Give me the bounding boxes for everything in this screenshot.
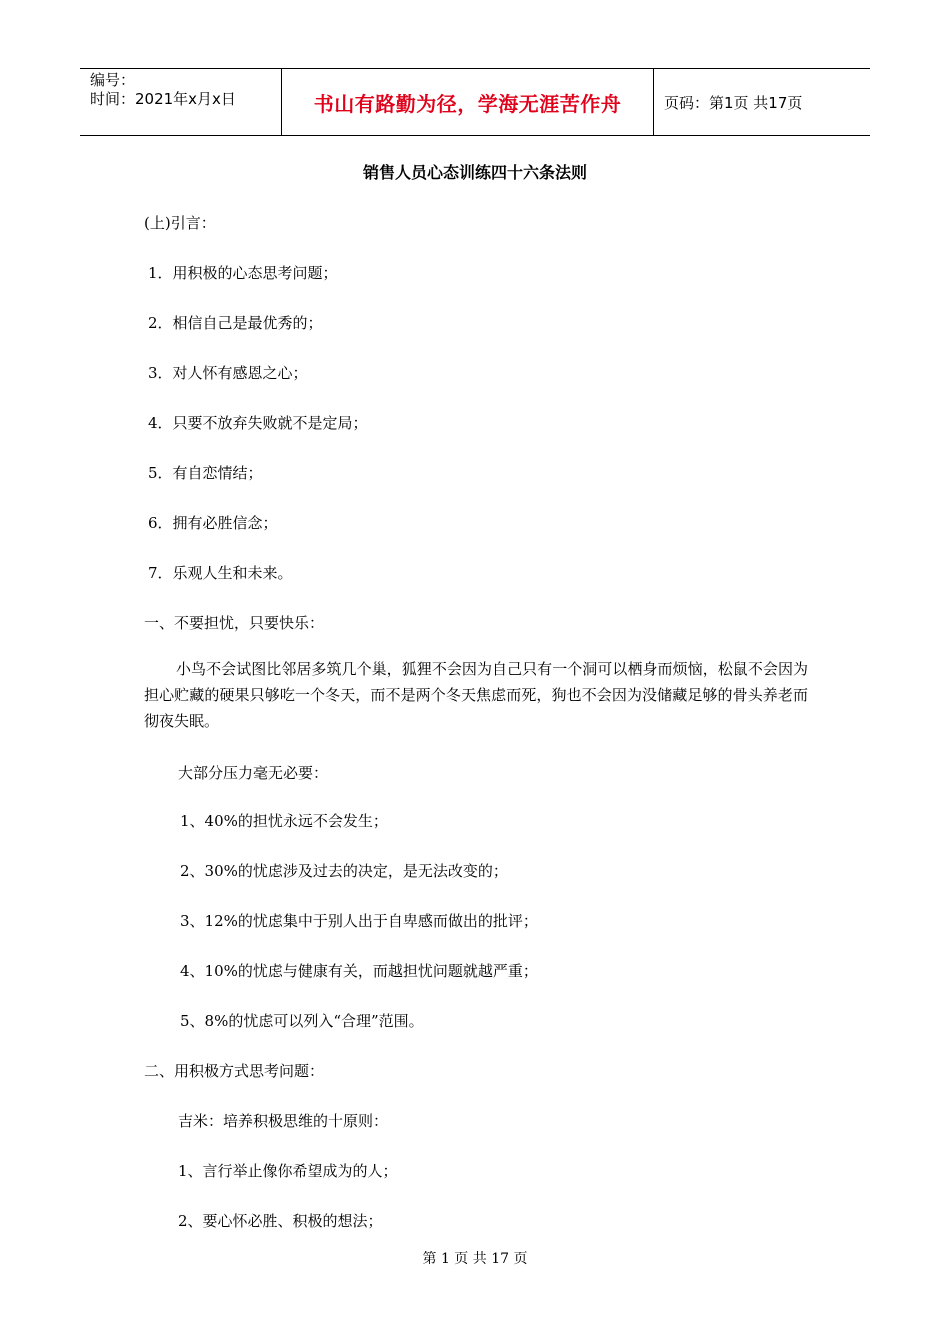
document-title: 销售人员心态训练四十六条法则 <box>362 163 587 182</box>
worry-item: 3、12%的忧虑集中于别人出于自卑感而做出的批评； <box>180 912 538 930</box>
time-label: 时间：2021年x月x日 <box>90 90 236 108</box>
page-footer: 第 1 页 共 17 页 <box>422 1251 528 1267</box>
number-label: 编号： <box>90 71 136 89</box>
intro-item: 7．乐观人生和未来。 <box>148 564 293 582</box>
intro-item: 2．相信自己是最优秀的； <box>148 314 323 332</box>
worry-item: 2、30%的忧虑涉及过去的决定，是无法改变的； <box>180 862 508 880</box>
intro-item: 3．对人怀有感恩之心； <box>148 364 308 382</box>
section2-heading: 二、用积极方式思考问题： <box>144 1062 325 1080</box>
principle-item: 1、言行举止像你希望成为的人； <box>178 1162 398 1180</box>
principle-item: 2、要心怀必胜、积极的想法； <box>178 1212 383 1230</box>
header-motto: 书山有路勤为径，学海无涯苦作舟 <box>313 91 622 116</box>
section1-paragraph: 小鸟不会试图比邻居多筑几个巢，狐狸不会因为自己只有一个洞可以栖身而烦恼，松鼠不会因为担心贮藏的硬果只够吃一个冬天，而不是两个冬天焦虑而死，狗也不会因为没储藏足够的骨头养老而彻夜失眠。 <box>144 660 808 730</box>
worry-item: 5、8%的忧虑可以列入“合理”范围。 <box>180 1012 424 1030</box>
header-meta <box>80 69 281 135</box>
header-motto-cell <box>281 69 654 135</box>
intro-item: 4．只要不放弃失败就不是定局； <box>148 414 368 432</box>
section2-sub-intro: 吉米：培养积极思维的十原则： <box>178 1112 389 1130</box>
intro-item: 6．拥有必胜信念； <box>148 514 278 532</box>
header-table <box>80 68 870 136</box>
intro-item: 5．有自恋情结； <box>148 464 263 482</box>
header-page-info: 页码：第1页 共17页 <box>664 93 803 112</box>
worry-item: 1、40%的担忧永远不会发生； <box>180 812 388 830</box>
worry-item: 4、10%的忧虑与健康有关，而越担忧问题就越严重； <box>180 962 538 980</box>
section1-heading: 一、不要担忧，只要快乐： <box>144 614 325 632</box>
pressure-intro: 大部分压力毫无必要： <box>178 764 329 782</box>
intro-item: 1．用积极的心态思考问题； <box>148 264 338 282</box>
intro-heading: (上)引言： <box>144 214 216 232</box>
